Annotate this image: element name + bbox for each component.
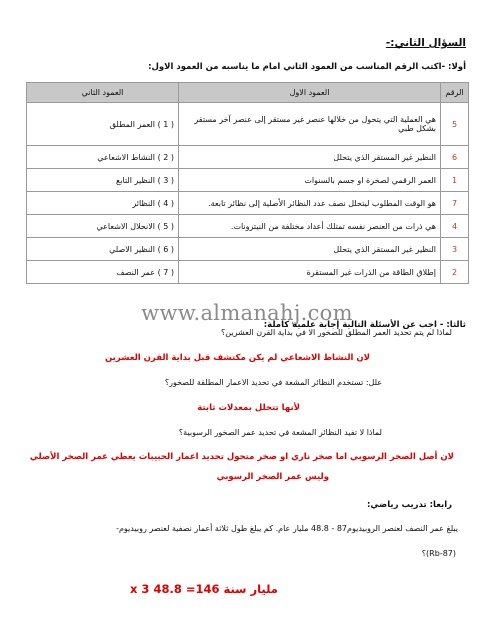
table-row <box>27 215 469 238</box>
part-four-title: رابعا: تدريب رياضي: <box>367 500 452 510</box>
header-column-one: العمود الاول <box>179 83 441 103</box>
matching-table <box>26 82 469 284</box>
row-term: ( 4 ) النظائر <box>27 192 179 215</box>
question-one: لماذا لم يتم تحديد العمر المطلق للصخور الا في بداية القرن العشرين؟ <box>221 328 452 337</box>
question-title: السؤال الثاني:- <box>385 37 466 49</box>
row-number: 4 <box>441 215 469 238</box>
row-definition: هو الوقت المطلوب ليتحلل نصف عدد النظائر الأصلية إلى نظائر تابعة. <box>179 192 441 215</box>
table-row <box>27 261 469 284</box>
question-three: لماذا لا تفيد النظائر المشعة في تحديد عمر الصخور الرسوبية؟ <box>178 428 382 437</box>
row-number: 1 <box>441 169 469 192</box>
question-two: علل: تستخدم النظائر المشعة في تحديد الاعمار المطلقة للصخور؟ <box>164 378 382 387</box>
table-row <box>27 169 469 192</box>
row-number: 3 <box>441 238 469 261</box>
instruction-text: أولا: -اكتب الرقم المناسب من العمود الثاني امام ما يناسبه من العمود الاول: <box>148 62 466 72</box>
row-term: ( 2 ) النشاط الاشعاعي <box>27 146 179 169</box>
row-number: 2 <box>441 261 469 284</box>
row-definition: هي العملية التي يتحول من خلالها عنصر غير مستقر إلى عنصر آخر مستقر بشكل طبي <box>179 103 441 146</box>
row-term: ( 6 ) النظير الاصلي <box>27 238 179 261</box>
answer-three-line-two: وليس عمر الصخر الرسوبي <box>216 472 329 482</box>
exercise-symbol: (Rb-87)؟ <box>421 549 456 558</box>
row-number: 7 <box>441 192 469 215</box>
table-row <box>27 192 469 215</box>
watermark-text: www.almanahj.com <box>141 301 353 325</box>
header-number: الرقم <box>441 83 469 103</box>
row-term: ( 5 ) الانحلال الاشعاعي <box>27 215 179 238</box>
row-term: ( 7 ) عمر النصف <box>27 261 179 284</box>
row-number: 6 <box>441 146 469 169</box>
header-column-two: العمود الثاني <box>27 83 179 103</box>
row-definition: النظير غير المستقر الذي يتحلل <box>179 238 441 261</box>
row-definition: إطلاق الطاقة من الذرات غير المستقرة <box>179 261 441 284</box>
row-definition: هي ذرات من العنصر نفسه تمتلك أعداد مختلفة من النيترونات. <box>179 215 441 238</box>
answer-one: لان النشاط الاشعاعي لم يكن مكتشف قبل بداية القرن العشرين <box>105 353 370 363</box>
exercise-answer: مليار سنة 146= 48.8 x 3 <box>130 582 278 596</box>
table-header-row <box>27 83 469 103</box>
exercise-text: يبلغ عمر النصف لعنصر الروبيديوم87 - 48.8 مليار عام. كم يبلغ طول ثلاثة أعمار نصفية لعنصر روبيديوم- <box>116 524 458 533</box>
part-three-title: ثالثا: - اجب عن الأسئلة التالية إجابة علمية كاملة: <box>263 320 466 330</box>
row-definition: النظير غير المستقر الذي يتحلل <box>179 146 441 169</box>
table-row <box>27 238 469 261</box>
answer-three-line-one: لان أصل الصخر الرسوبي اما صخر ناري او صخر متحول تحديد اعمار الحبيبات يعطي عمر الصخر الأصلي <box>29 452 454 462</box>
row-definition: العمر الرقمي لصخرة او جسم بالسنوات <box>179 169 441 192</box>
answer-two: لأنها تتحلل بمعدلات ثابتة <box>197 403 300 413</box>
table-row <box>27 103 469 146</box>
table-row <box>27 146 469 169</box>
row-term: ( 1 ) العمر المطلق <box>27 103 179 146</box>
row-number: 5 <box>441 103 469 146</box>
row-term: ( 3 ) النظير التابع <box>27 169 179 192</box>
